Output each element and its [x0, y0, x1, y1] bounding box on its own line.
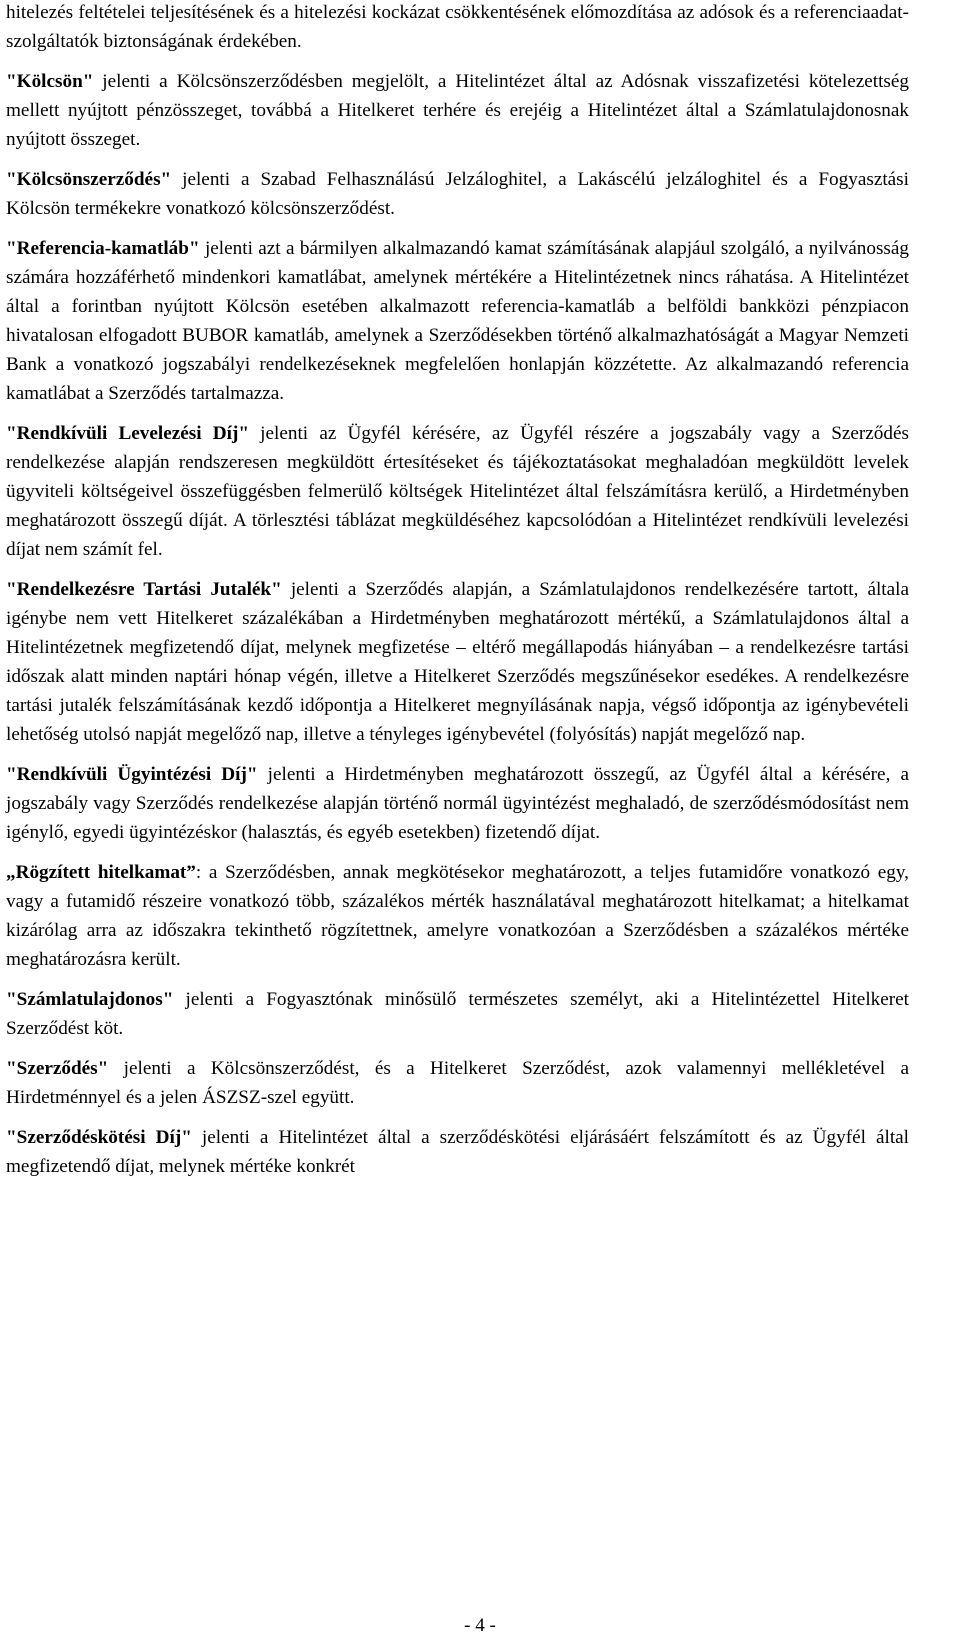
- definition-text: jelenti a Szabad Felhasználású Jelzáloghitel, a Lakáscélú jelzáloghitel és a Fogyasztási Kölcsön termékekre vonatkozó kölcsönszerződést.: [6, 169, 909, 219]
- definition-term: "Kölcsönszerződés": [6, 169, 172, 190]
- definition-text: jelenti a Hirdetményben meghatározott összegű, az Ügyfél által a kérésére, a jogszabály vagy Szerződés rendelkezése alapján történő normál ügyintézést meghaladó, de szerződésmódosítást nem igénylő, egyedi ügyintézéskor (halasztás, és egyéb esetekben) fizetendő díjat.: [6, 764, 909, 843]
- definition-text: jelenti a Kölcsönszerződést, és a Hitelkeret Szerződést, azok valamennyi mellékletével a Hirdetménnyel és a jelen ÁSZSZ-szel együtt.: [6, 1058, 909, 1108]
- definition-rendkivuli-levelezesi-dij: [6, 419, 909, 564]
- definition-kolcson: [6, 67, 909, 154]
- definition-rendkivuli-ugyintezesi-dij: [6, 760, 909, 847]
- definition-text: jelenti a Hitelintézet által a szerződéskötési eljárásáért felszámított és az Ügyfél által megfizetendő díjat, melynek mértéke konkrét: [6, 1127, 910, 1177]
- definition-text: jelenti az Ügyfél kérésére, az Ügyfél részére a jogszabály vagy a Szerződés rendelkezése alapján rendszeresen megküldött értesítéseket és tájékoztatásokat meghaladóan megküldött levelek ügyviteli költségeivel összefüggésben felmerülő költségek Hitelintézet által felszámításra kerülő, a Hirdetményben meghatározott összegű díját. A törlesztési táblázat megküldéséhez kapcsolódóan a Hitelintézet rendkívüli levelezési díjat nem számít fel.: [6, 423, 909, 560]
- page-number: - 4 -: [464, 1615, 496, 1636]
- document-page: [6, 0, 909, 1192]
- definition-rendelkezesre-tartasi-jutalek: [6, 575, 909, 749]
- paragraph-text: hitelezés feltételei teljesítésének és a hitelezési kockázat csökkentésének előmozdítása az adósok és a referenciaadat-szolgáltatók biztonságának érdekében.: [6, 2, 909, 52]
- definition-text: jelenti a Fogyasztónak minősülő természetes személyt, aki a Hitelintézettel Hitelkeret Szerződést köt.: [6, 989, 909, 1039]
- definition-szerzodes: [6, 1054, 909, 1112]
- definition-term: "Kölcsön": [6, 71, 94, 92]
- definition-term: "Szerződés": [6, 1058, 109, 1079]
- definition-text: : a Szerződésben, annak megkötésekor meghatározott, a teljes futamidőre vonatkozó egy, vagy a futamidő részeire vonatkozó több, százalékos mérték használatával meghatározott hitelkamat; a hitelkamat kizárólag arra az időszakra tekinthető rögzítettnek, amelyre vonatkozóan a Szerződésben a százalékos mértéke meghatározásra került.: [6, 862, 909, 970]
- definition-term: „Rögzített hitelkamat”: [6, 862, 196, 883]
- definition-szerzodeskotesi-dij: [6, 1123, 909, 1181]
- definition-term: "Referencia-kamatláb": [6, 238, 200, 259]
- definition-term: "Rendkívüli Ügyintézési Díj": [6, 764, 258, 785]
- definition-term: "Rendelkezésre Tartási Jutalék": [6, 579, 282, 600]
- definition-term: "Rendkívüli Levelezési Díj": [6, 423, 249, 444]
- definition-szamlatulajdonos: [6, 985, 909, 1043]
- definition-rogzitett-hitelkamat: [6, 858, 909, 974]
- definition-text: jelenti a Kölcsönszerződésben megjelölt, a Hitelintézet által az Adósnak visszafizetési kötelezettség mellett nyújtott pénzösszeget, továbbá a Hitelkeret terhére és erejéig a Hitelintézet által a Számlatulajdonosnak nyújtott összeget.: [6, 71, 909, 150]
- definition-text: jelenti a Szerződés alapján, a Számlatulajdonos rendelkezésére tartott, általa igénybe nem vett Hitelkeret százalékában a Hirdetményben meghatározott mértékű, a Számlatulajdonos által a Hitelintézetnek megfizetendő díjat, melynek megfizetése – eltérő megállapodás hiányában – a rendelkezésre tartási időszak alatt minden naptári hónap végén, illetve a Hitelkeret Szerződés megszűnésekor esedékes. A rendelkezésre tartási jutalék felszámításának kezdő időpontja a Hitelkeret megnyílásának napja, végső időpontja az igénybevételi lehetőség utolsó napját megelőző nap, illetve a tényleges igénybevétel (folyósítás) napját megelőző nap.: [6, 579, 909, 745]
- definition-term: "Számlatulajdonos": [6, 989, 174, 1010]
- paragraph-continuation: [6, 0, 909, 56]
- definition-referencia-kamatlab: [6, 234, 909, 408]
- definition-text: jelenti azt a bármilyen alkalmazandó kamat számításának alapjául szolgáló, a nyilvánosság számára hozzáférhető mindenkori kamatlábat, amelynek mértékére a Hitelintézetnek nincs ráhatása. A Hitelintézet által a forintban nyújtott Kölcsön esetében alkalmazott referencia-kamatláb a belföldi bankközi pénzpiacon hivatalosan elfogadott BUBOR kamatláb, amelynek a Szerződésekben történő alkalmazhatóságát a Magyar Nemzeti Bank a vonatkozó jogszabályi rendelkezéseknek megfelelően honlapján közzétette. Az alkalmazandó referencia kamatlábat a Szerződés tartalmazza.: [6, 238, 909, 404]
- definition-kolcsonszerzodes: [6, 165, 909, 223]
- definition-term: "Szerződéskötési Díj": [6, 1127, 192, 1148]
